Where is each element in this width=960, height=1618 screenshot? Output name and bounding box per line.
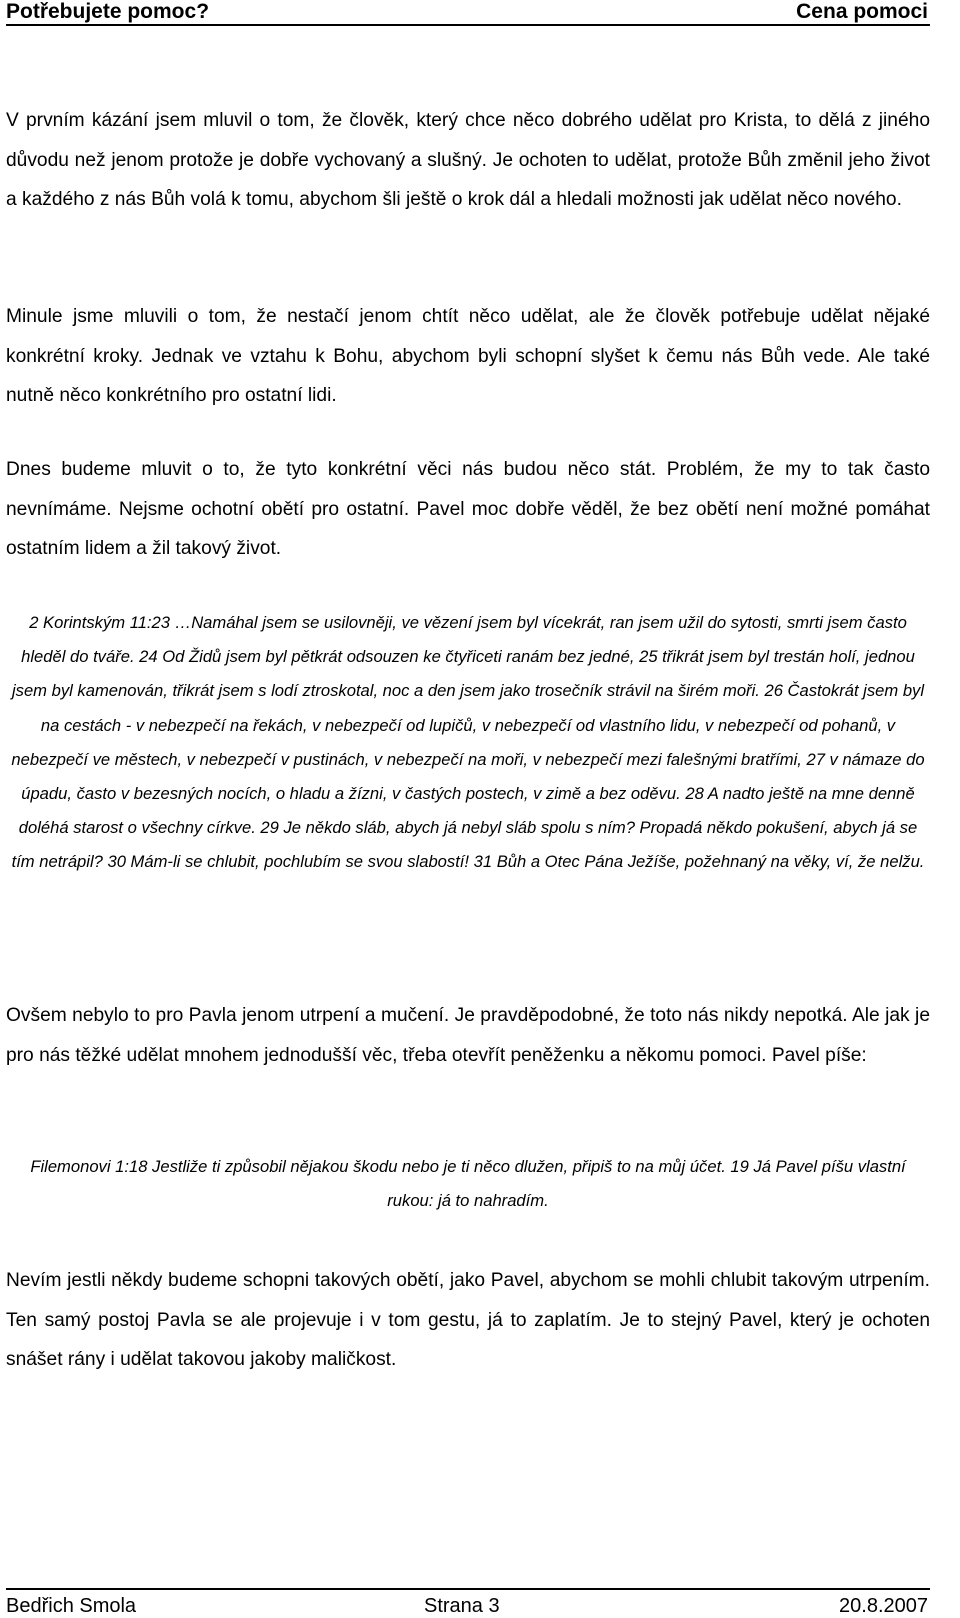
bible-quote-corinthians: 2 Korintským 11:23 …Namáhal jsem se usilovněji, ve vězení jsem byl vícekrát, ran jsem užil do sytosti, smrti jsem často hleděl do tváře. 24 Od Židů jsem byl pětkrát odsouzen ke čtyřiceti ranám bez jedné, 25 třikrát jsem byl trestán holí, jednou jsem byl kamenován, třikrát jsem s lodí ztroskotal, noc a den jsem jako trosečník strávil na širém moři. 26 Častokrát jsem byl na cestách - v nebezpečí na řekách, v nebezpečí od lupičů, v nebezpečí od vlastního lidu, v nebezpečí od pohanů, v nebezpečí ve městech, v nebezpečí v pustinách, v nebezpečí na moři, v nebezpečí mezi falešnými bratřími, 27 v námaze do úpadu, často v bezesných nocích, o hladu a žízni, v častých postech, v zimě a bez oděvu. 28 A nadto ještě na mne denně doléhá starost o všechny církve. 29 Je někdo sláb, abych já nebyl sláb spolu s ním? Propadá někdo pokušení, abych já se tím netrápil? 30 Mám-li se chlubit, pochlubím se svou slabostí! 31 Bůh a Otec Pána Ježíše, požehnaný na věky, ví, že nelžu. — [11, 613, 925, 872]
header-title: Potřebujete pomoc? — [6, 0, 210, 23]
header-subtitle: Cena pomoci — [796, 0, 928, 23]
paragraph-1: V prvním kázání jsem mluvil o tom, že člověk, který chce něco dobrého udělat pro Krista, to dělá z jiného důvodu než jenom protože je dobře vychovaný a slušný. Je ochoten to udělat, protože Bůh změnil jeho život a každého z nás Bůh volá k tomu, abychom šli ještě o krok dál a hledali možnosti jak udělat něco nového. — [6, 110, 930, 210]
paragraph-2: Minule jsme mluvili o tom, že nestačí jenom chtít něco udělat, ale že člověk potřebuje udělat nějaké konkrétní kroky. Jednak ve vztahu k Bohu, abychom byli schopní slyšet k čemu nás Bůh vede. Ale také nutně něco konkrétního pro ostatní lidi. — [6, 306, 930, 406]
page-header — [6, 0, 930, 26]
footer-page-number: Strana 3 — [424, 1595, 500, 1617]
paragraph-3: Dnes budeme mluvit o to, že tyto konkrétní věci nás budou něco stát. Problém, že my to tak často nevnímáme. Nejsme ochotní obětí pro ostatní. Pavel moc dobře věděl, že bez obětí není možné pomáhat ostatním lidem a žil takový život. — [6, 459, 930, 559]
paragraph-4: Ovšem nebylo to pro Pavla jenom utrpení a mučení. Je pravděpodobné, že toto nás nikdy nepotká. Ale jak je pro nás těžké udělat mnohem jednodušší věc, třeba otevřít peněženku a někomu pomoci. Pavel píše: — [6, 1005, 930, 1066]
page-footer — [6, 1588, 930, 1615]
footer-author: Bedřich Smola — [6, 1595, 137, 1617]
footer-date: 20.8.2007 — [839, 1595, 928, 1617]
bible-quote-philemon: Filemonovi 1:18 Jestliže ti způsobil nějakou škodu nebo je ti něco dlužen, připiš to na můj účet. 19 Já Pavel píšu vlastní rukou: já to nahradím. — [30, 1157, 906, 1210]
paragraph-5: Nevím jestli někdy budeme schopni takových obětí, jako Pavel, abychom se mohli chlubit takovým utrpením. Ten samý postoj Pavla se ale projevuje i v tom gestu, já to zaplatím. Je to stejný Pavel, který je ochoten snášet rány i udělat takovou jakoby maličkost. — [6, 1270, 930, 1370]
